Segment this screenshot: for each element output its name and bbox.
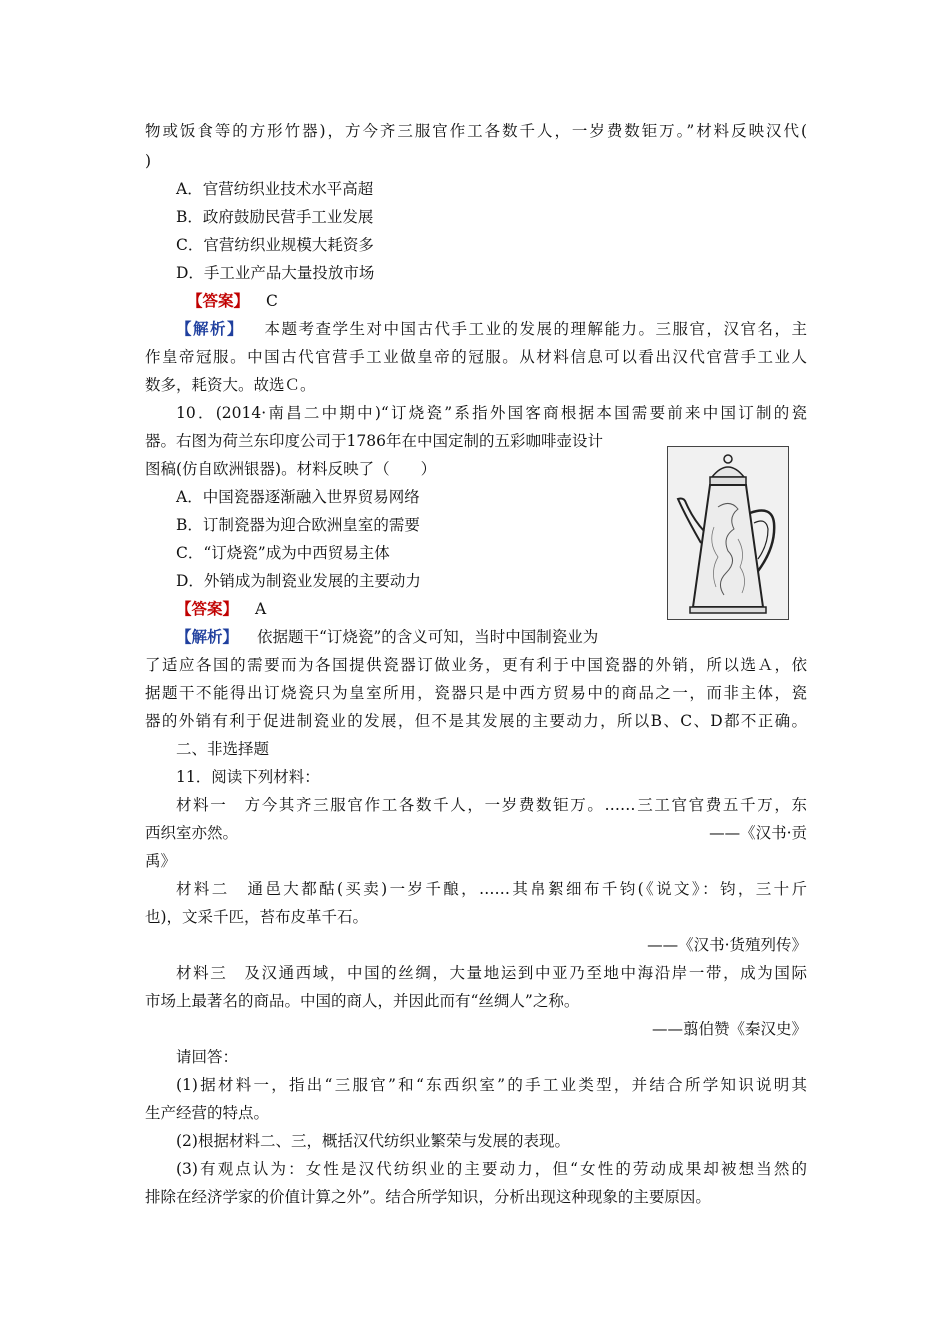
material-2: 材料二 通邑大都酤(买卖)一岁千酿，……其帛絮细布千钧(《说文》：钧，三十斤 — [176, 880, 807, 898]
text-line: 据题干不能得出订烧瓷只为皇室所用，瓷器只是中西方贸易中的商品之一，而非主体，瓷 — [145, 684, 807, 702]
option-a: A．官营纺织业技术水平高超 — [176, 180, 374, 198]
text-line: 排除在经济学家的价值计算之外”。结合所学知识，分析出现这种现象的主要原因。 — [145, 1188, 711, 1206]
text-line: 作皇帝冠服。中国古代官营手工业做皇帝的冠服。从材料信息可以看出汉代官营手工业人 — [145, 348, 807, 366]
answer-value: A — [254, 600, 267, 618]
analysis-line — [176, 627, 598, 647]
text-line: 生产经营的特点。 — [145, 1104, 270, 1122]
option-c: C．官营纺织业规模大耗资多 — [176, 236, 374, 254]
option-c: C．“订烧瓷”成为中西贸易主体 — [176, 544, 390, 562]
question-10: 10．(2014·南昌二中期中)“订烧瓷”系指外国客商根据本国需要前来中国订制的瓷 — [176, 404, 807, 422]
coffee-pot-figure — [667, 446, 789, 620]
answer-line — [176, 599, 266, 619]
text-line: 西织室亦然。 — [145, 824, 239, 842]
answer-line — [187, 291, 278, 311]
analysis-line — [176, 319, 807, 339]
option-b: B．政府鼓励民营手工业发展 — [176, 208, 374, 226]
prompt-label: 请回答： — [176, 1048, 239, 1066]
text-line: 了适应各国的需要而为各国提供瓷器订做业务，更有利于中国瓷器的外销，所以选Ａ，依 — [145, 656, 807, 674]
sub-question-3: (3)有观点认为：女性是汉代纺织业的主要动力，但“女性的劳动成果却被想当然的 — [176, 1160, 807, 1178]
answer-tag: 【答案】 — [176, 599, 239, 618]
option-b: B．订制瓷器为迎合欧洲皇室的需要 — [176, 516, 420, 534]
option-d: D．外销成为制瓷业发展的主要动力 — [176, 572, 421, 590]
analysis-tag: 【解析】 — [176, 627, 239, 646]
text-line: 数多，耗资大。故选Ｃ。 — [145, 376, 316, 394]
coffee-pot-sketch-icon — [668, 447, 788, 619]
answer-tag: 【答案】 — [187, 291, 250, 310]
text-line: 器。右图为荷兰东印度公司于1786年在中国定制的五彩咖啡壶设计 — [145, 432, 603, 450]
answer-value: C — [265, 292, 278, 310]
source-citation: ——《汉书·货殖列传》 — [647, 936, 807, 954]
source-citation: 禹》 — [145, 852, 177, 870]
text-line: ) — [145, 152, 152, 170]
material-3: 材料三 及汉通西域，中国的丝绸，大量地运到中亚乃至地中海沿岸一带，成为国际 — [176, 964, 807, 982]
sub-question-1: (1)据材料一，指出“三服官”和“东西织室”的手工业类型，并结合所学知识说明其 — [176, 1076, 807, 1094]
text-line: 图稿(仿自欧洲银器)。材料反映了（ ） — [145, 460, 437, 478]
material-1: 材料一 方今其齐三服官作工各数千人，一岁费数钜万。……三工官官费五千万，东 — [176, 796, 807, 814]
analysis-tag: 【解析】 — [176, 319, 245, 338]
text-line: 物或饭食等的方形竹器)，方今齐三服官作工各数千人，一岁费数钜万。”材料反映汉代( — [145, 122, 807, 140]
question-11: 11．阅读下列材料： — [176, 768, 320, 786]
source-citation: ——《汉书·贡 — [709, 824, 807, 842]
text-line: 也)，文采千匹，苔布皮革千石。 — [145, 908, 369, 926]
analysis-text: 本题考查学生对中国古代手工业的发展的理解能力。三服官，汉官名，主 — [264, 320, 807, 338]
analysis-text: 依据题干“订烧瓷”的含义可知，当时中国制瓷业为 — [256, 628, 599, 646]
option-d: D．手工业产品大量投放市场 — [176, 264, 375, 282]
text-line: 市场上最著名的商品。中国的商人，并因此而有“丝绸人”之称。 — [145, 992, 580, 1010]
text-line: 器的外销有利于促进制瓷业的发展，但不是其发展的主要动力，所以B、C、D都不正确。 — [145, 712, 807, 730]
sub-question-2: (2)根据材料二、三，概括汉代纺织业繁荣与发展的表现。 — [176, 1132, 570, 1150]
section-heading: 二、非选择题 — [176, 740, 270, 758]
option-a: A．中国瓷器逐渐融入世界贸易网络 — [176, 488, 420, 506]
source-citation: ——翦伯赞《秦汉史》 — [651, 1020, 807, 1038]
